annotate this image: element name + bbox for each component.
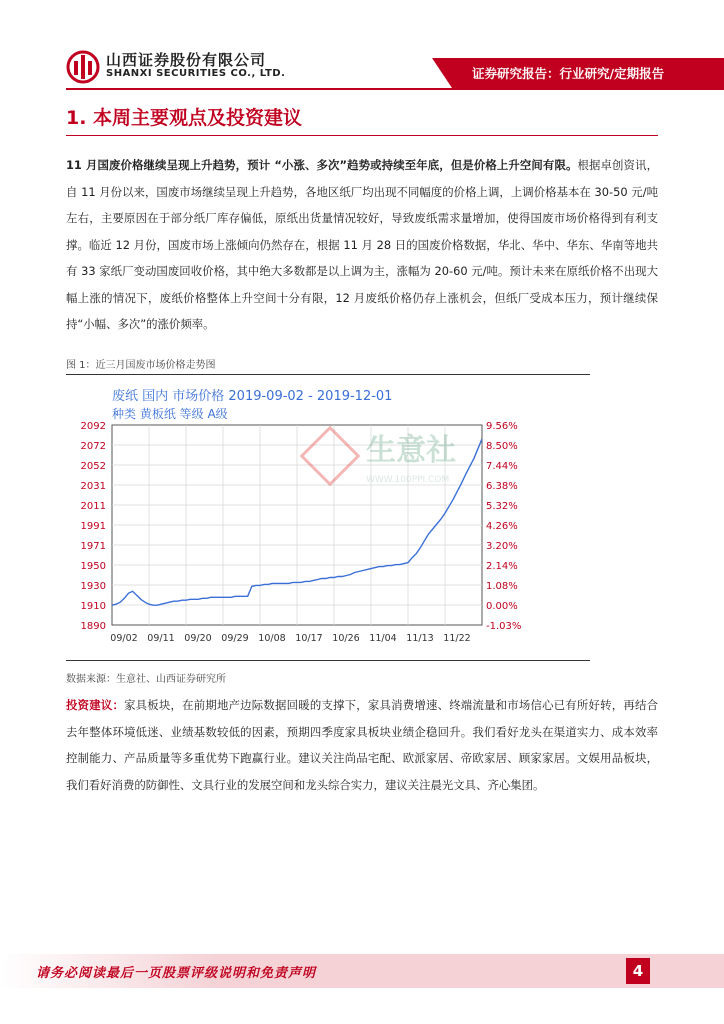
header-bar-tab <box>432 58 452 88</box>
x-tick-label: 10/08 <box>258 633 286 644</box>
footer-disclaimer: 请务必阅读最后一页股票评级说明和免责声明 <box>36 966 317 981</box>
watermark-url: WWW.100PPI.COM <box>366 475 450 485</box>
y-tick-left: 2092 <box>80 421 106 432</box>
company-logo-icon <box>66 50 100 84</box>
y-tick-right: 8.50% <box>486 441 518 452</box>
price-chart <box>66 378 590 654</box>
section-divider <box>66 135 658 136</box>
y-tick-right: 9.56% <box>486 421 518 432</box>
y-tick-right: 6.38% <box>486 481 518 492</box>
paragraph-investment-advice <box>66 692 658 798</box>
y-tick-right: 0.00% <box>486 601 518 612</box>
y-tick-right: 2.14% <box>486 561 518 572</box>
paragraph-body: 根据卓创资讯，自 11 月份以来，国废市场继续呈现上升趋势，各地区纸厂均出现不同幅度的价格上调，上调价格基本在 30-50 元/吨左右，主要原因在于部分纸厂库存偏低，原纸出货量情况较好，导致废纸需求量增加，使得国废市场价格得到有利支撑。临近 12 月份，国废市场上涨倾向仍然存在，根据 11 月 28 日的国废价格数据，华北、华中、华东、华南等地共有 33 家纸厂变动国废回收价格，其中绝大多数都是以上调为主，涨幅为 20-60 元/吨。预计未来在原纸价格不出现大幅上涨的情况下，废纸价格整体上升空间十分有限，12 月废纸价格仍存上涨机会，但纸厂受成本压力，预计继续保持“小幅、多次”的涨价频率。 <box>66 158 658 331</box>
y-tick-right: 5.32% <box>486 501 518 512</box>
y-tick-left: 1950 <box>80 561 106 572</box>
y-tick-left: 2031 <box>80 481 106 492</box>
x-tick-label: 10/26 <box>332 633 360 644</box>
x-tick-label: 11/13 <box>406 633 434 644</box>
company-name-en: SHANXI SECURITIES CO., LTD. <box>106 68 286 79</box>
advice-lead: 投资建议： <box>66 698 125 712</box>
y-tick-right: 1.08% <box>486 581 518 592</box>
figure-bottom-rule <box>66 660 590 661</box>
chart-subtitle: 种类 黄板纸 等级 A级 <box>112 407 228 421</box>
y-tick-left: 1910 <box>80 601 106 612</box>
y-tick-left: 1971 <box>80 541 106 552</box>
y-tick-left: 2011 <box>80 501 106 512</box>
paragraph-price-trend <box>66 152 658 338</box>
figure-source: 数据来源：生意社、山西证券研究所 <box>66 674 226 685</box>
figure-caption: 图 1：近三月国废市场价格走势图 <box>66 360 216 371</box>
y-tick-left: 1890 <box>80 621 106 632</box>
x-tick-label: 09/20 <box>184 633 212 644</box>
figure-top-rule <box>66 374 590 375</box>
x-tick-label: 11/04 <box>369 633 397 644</box>
paragraph-lead: 11 月国废价格继续呈现上升趋势，预计 “小涨、多次”趋势或持续至年底，但是价格上升空间有限。 <box>66 158 578 172</box>
chart-title: 废纸 国内 市场价格 2019-09-02 - 2019-12-01 <box>112 389 393 404</box>
report-type: 证券研究报告：行业研究/定期报告 <box>472 66 665 81</box>
y-tick-left: 1930 <box>80 581 106 592</box>
y-tick-right: 7.44% <box>486 461 518 472</box>
y-tick-right: -1.03% <box>486 621 522 632</box>
advice-body: 家具板块，在前期地产边际数据回暖的支撑下，家具消费增速、终端流量和市场信心已有所好转，再结合去年整体环境低迷、业绩基数较低的因素，预期四季度家具板块业绩企稳回升。我们看好龙头在渠道实力、成本效率控制能力、产品质量等多重优势下跑赢行业。建议关注尚品宅配、欧派家居、帝欧家居、顾家家居。文娱用品板块，我们看好消费的防御性、文具行业的发展空间和龙头综合实力，建议关注晨光文具、齐心集团。 <box>66 698 658 792</box>
y-tick-right: 4.26% <box>486 521 518 532</box>
x-tick-label: 09/11 <box>147 633 175 644</box>
y-tick-left: 1991 <box>80 521 106 532</box>
page-number: 4 <box>626 958 650 984</box>
section-title: 1. 本周主要观点及投资建议 <box>66 107 303 129</box>
watermark-text: 生意社 <box>366 433 456 468</box>
x-tick-label: 10/17 <box>295 633 323 644</box>
x-tick-label: 11/22 <box>443 633 471 644</box>
header-divider <box>66 88 724 90</box>
y-tick-left: 2072 <box>80 441 106 452</box>
x-tick-label: 09/29 <box>221 633 249 644</box>
company-name-cn: 山西证券股份有限公司 <box>106 51 267 69</box>
y-tick-left: 2052 <box>80 461 106 472</box>
x-tick-label: 09/02 <box>110 633 138 644</box>
y-tick-right: 3.20% <box>486 541 518 552</box>
